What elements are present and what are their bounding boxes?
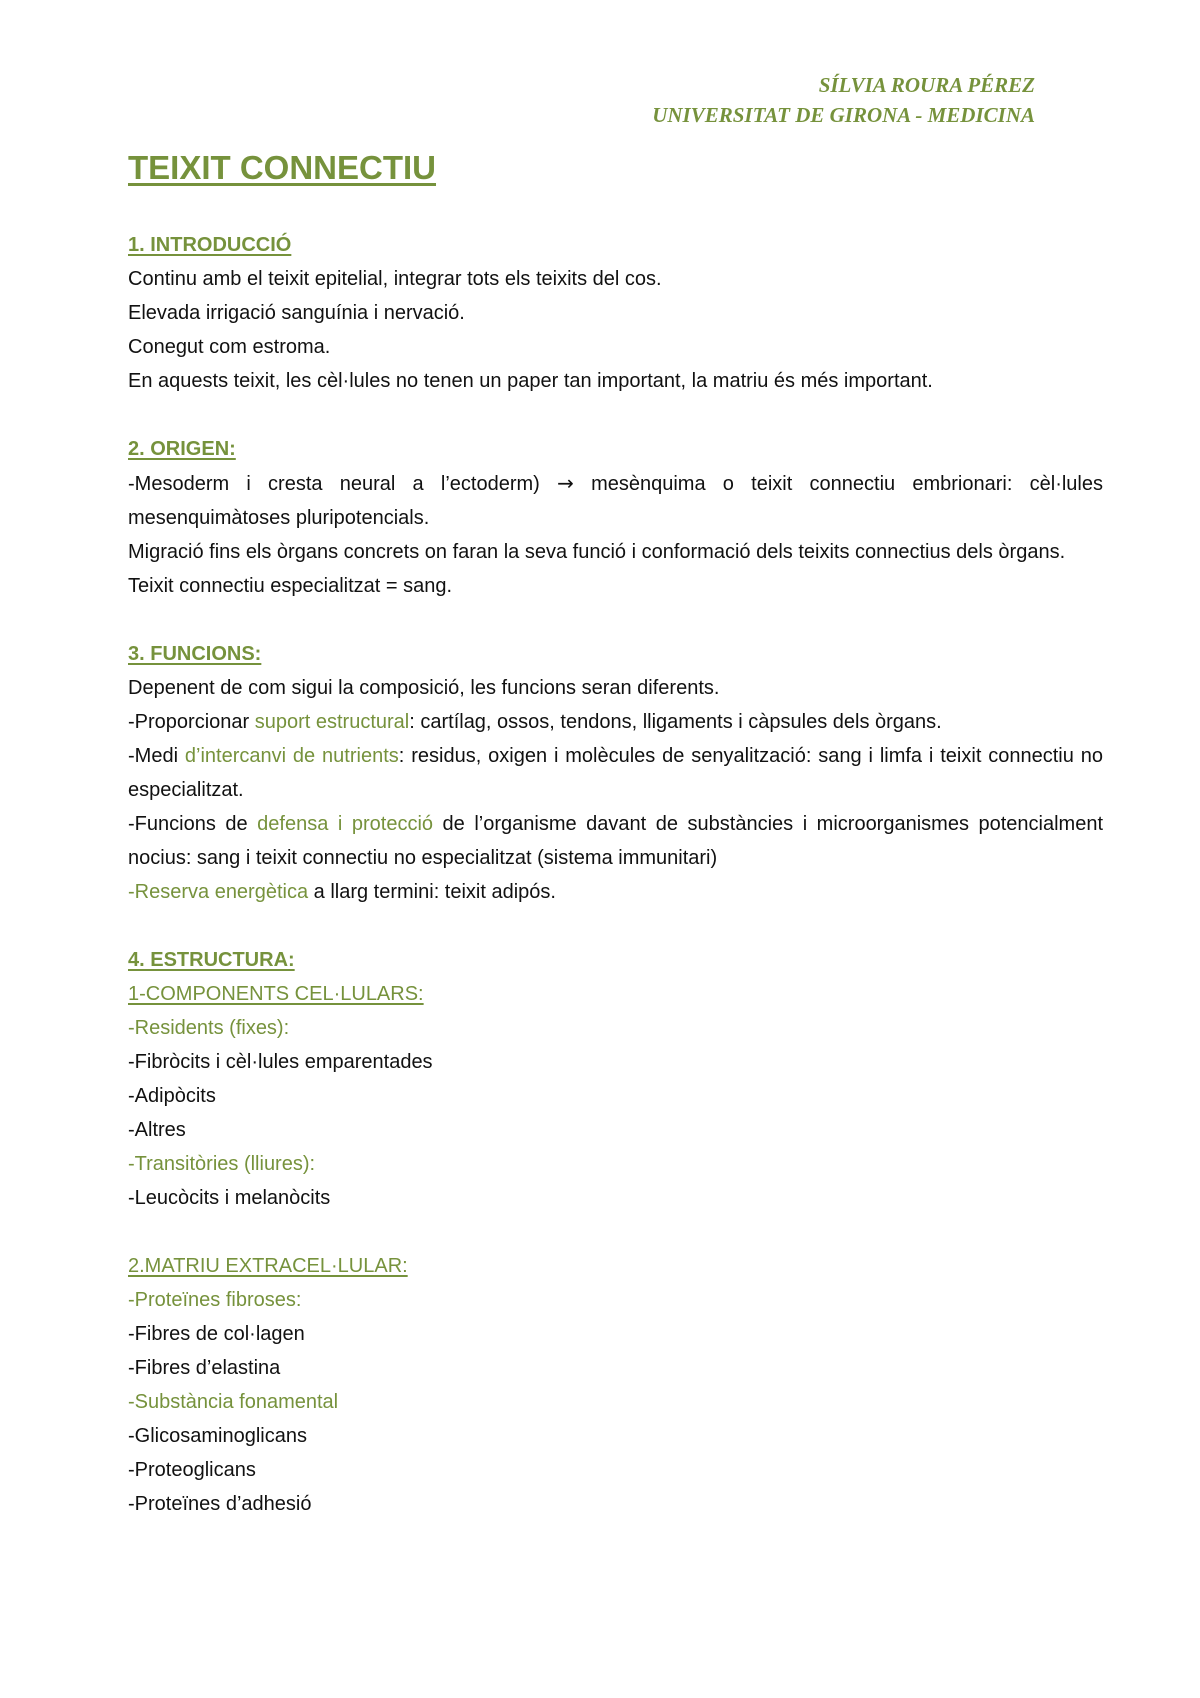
intro-line: Elevada irrigació sanguínia i nervació. xyxy=(128,302,465,324)
function-text: a llarg termini: teixit adipós. xyxy=(308,881,556,903)
function-highlight: suport estructural xyxy=(254,711,410,733)
institution-name: UNIVERSITAT DE GIRONA - MEDICINA xyxy=(652,103,1035,127)
intro-line: Continu amb el teixit epitelial, integrar tots els teixits del cos. xyxy=(128,268,662,290)
function-item xyxy=(128,705,1103,739)
function-item xyxy=(128,807,1103,875)
subsection-cell-components xyxy=(128,977,1103,1215)
origin-paragraph: Migració fins els òrgans concrets on faran la seva funció i conformació dels teixits connectius dels òrgans. xyxy=(128,541,1066,563)
intro-line: Conegut com estroma. xyxy=(128,336,331,358)
category-label: -Proteïnes fibroses: xyxy=(128,1289,302,1311)
function-item xyxy=(128,739,1103,807)
list-item: -Adipòcits xyxy=(128,1085,216,1107)
list-item: -Altres xyxy=(128,1119,186,1141)
function-highlight: d’intercanvi de nutrients xyxy=(184,745,399,767)
subsection-heading-cell: 1-COMPONENTS CEL·LULARS: xyxy=(128,983,424,1005)
list-item: -Leucòcits i melanòcits xyxy=(128,1187,331,1209)
section-origin xyxy=(128,432,1103,603)
section-functions xyxy=(128,637,1103,909)
function-text: : cartílag, ossos, tendons, lligaments i càpsules dels òrgans. xyxy=(409,711,942,733)
section-structure xyxy=(128,943,1103,1521)
list-item: -Proteoglicans xyxy=(128,1459,256,1481)
subsection-heading-matrix: 2.MATRIU EXTRACEL·LULAR: xyxy=(128,1255,408,1277)
list-item: -Glicosaminoglicans xyxy=(128,1425,307,1447)
list-item: -Proteïnes d’adhesió xyxy=(128,1493,312,1515)
function-text: -Funcions de xyxy=(128,813,258,835)
section-heading-functions: 3. FUNCIONS: xyxy=(128,643,262,665)
category-label: -Transitòries (lliures): xyxy=(128,1153,316,1175)
function-text: : residus, oxigen i molècules de senyalització: sang i limfa i teixit connectiu no especialitzat. xyxy=(128,745,1103,801)
function-highlight: -Reserva energètica xyxy=(128,881,309,903)
origin-paragraph: Teixit connectiu especialitzat = sang. xyxy=(128,575,453,597)
function-item xyxy=(128,875,1103,909)
list-item: -Fibròcits i cèl·lules emparentades xyxy=(128,1051,433,1073)
origin-text: mesènquima o teixit connectiu embrionari: cèl·lules mesenquimàtoses pluripotencials. xyxy=(128,473,1103,529)
category-label: -Substància fonamental xyxy=(128,1391,339,1413)
function-text: de l’organisme davant de substàncies i microorganismes potencialment nocius: sang i teixit connectiu no especialitzat (sistema immunitari) xyxy=(128,813,1104,869)
section-heading-introduction: 1. INTRODUCCIÓ xyxy=(128,234,292,256)
function-text: -Proporcionar xyxy=(128,711,255,733)
section-introduction xyxy=(128,228,1103,398)
page-header xyxy=(652,70,1035,130)
functions-intro: Depenent de com sigui la composició, les funcions seran diferents. xyxy=(128,677,720,699)
author-name: SÍLVIA ROURA PÉREZ xyxy=(818,73,1035,97)
category-label: -Residents (fixes): xyxy=(128,1017,290,1039)
spacer xyxy=(128,1215,1103,1249)
intro-line: En aquests teixit, les cèl·lules no tenen un paper tan important, la matriu és més important. xyxy=(128,370,933,392)
list-item: -Fibres de col·lagen xyxy=(128,1323,305,1345)
origin-text: -Mesoderm i cresta neural a l’ectoderm) xyxy=(128,473,540,495)
section-heading-structure: 4. ESTRUCTURA: xyxy=(128,949,295,971)
document-body xyxy=(128,146,1103,1521)
function-highlight: defensa i protecció xyxy=(257,813,434,835)
section-heading-origin: 2. ORIGEN: xyxy=(128,438,236,460)
subsection-extracellular-matrix xyxy=(128,1249,1103,1521)
list-item: -Fibres d’elastina xyxy=(128,1357,281,1379)
origin-paragraph xyxy=(128,466,1103,535)
document-title: TEIXIT CONNECTIU xyxy=(128,149,437,186)
function-text: -Medi xyxy=(128,745,185,767)
arrow-right-icon: → xyxy=(557,471,574,495)
